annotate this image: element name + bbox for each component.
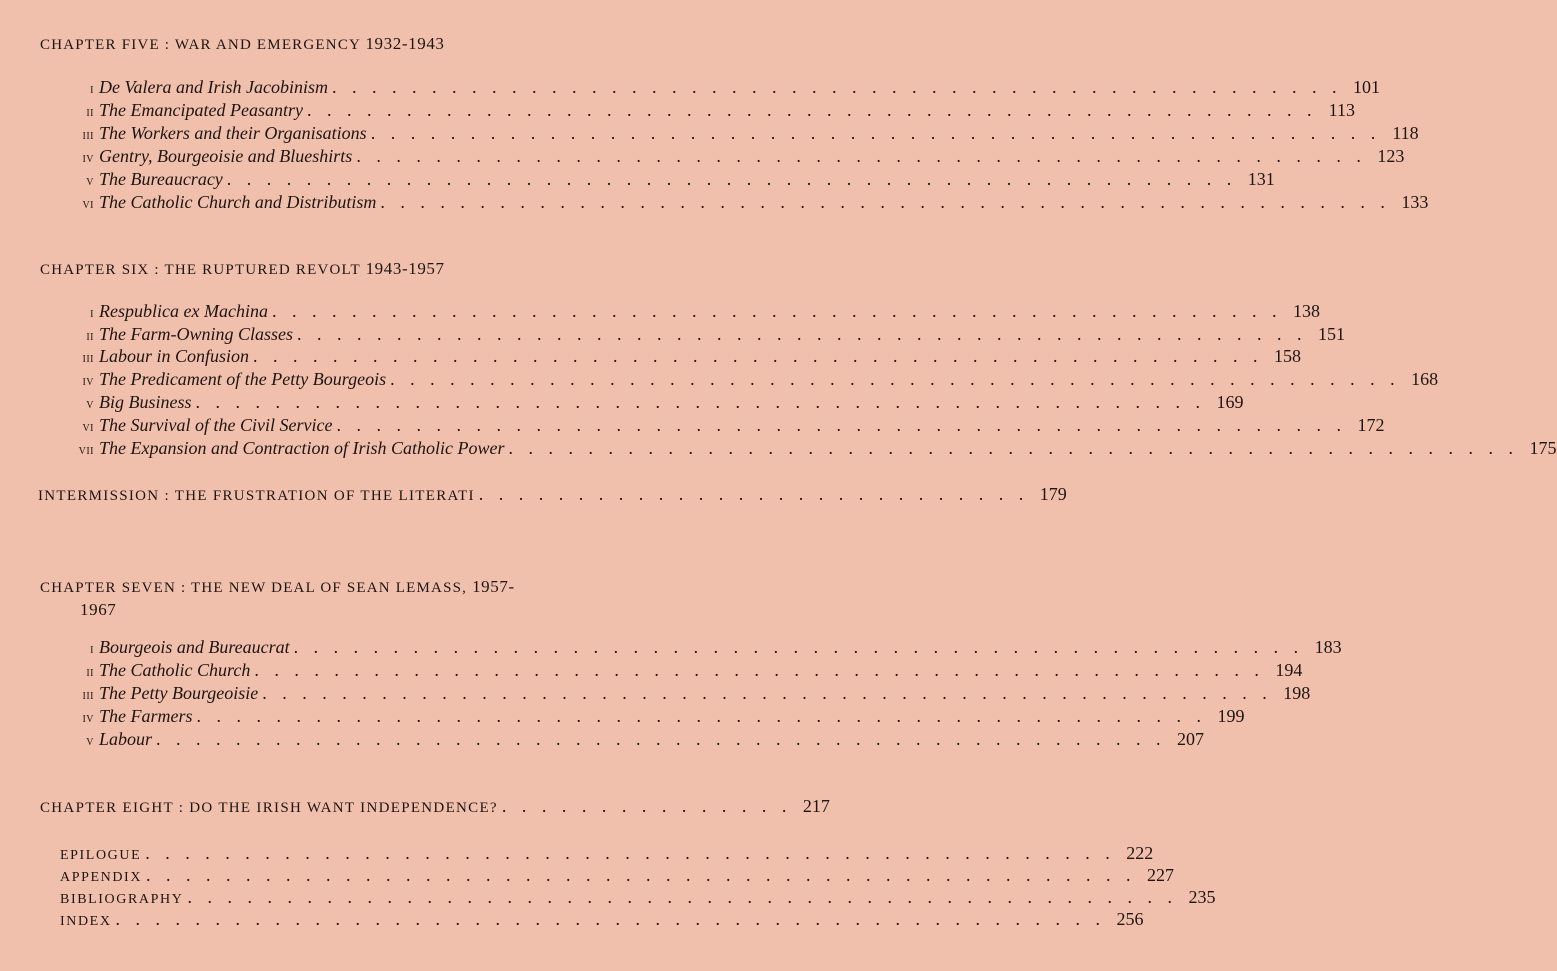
leader-dots: . . . . . . . . . . . . . . . . . . . . . . . . . . . . . . . . . . . . . . . . . . . . . . . . . . . [156,729,1167,749]
back-item-page: 227 [1147,865,1175,885]
entry-number: v [86,734,94,749]
back-item-label: BIBLIOGRAPHY [60,892,184,907]
entry-title: The Expansion and Contraction of Irish Catholic Power [99,438,505,458]
leader-dots: . . . . . . . . . . . . . . . . . . . . . . . . . . . . . . . . . . . . . . . . . . . . . . . . . . . [508,438,1519,458]
entry-page: 194 [1275,660,1303,680]
toc-back-item[interactable] [60,843,1154,865]
back-item-label: INDEX [60,914,112,929]
entry-number: iii [82,688,94,703]
intermission-page: 179 [1039,484,1067,504]
toc-entry[interactable] [0,415,1385,437]
leader-dots: . . . . . . . . . . . . . . . . . . . . . . . . . . . . . . . . . . . . . . . . . . . . . . . . . . . [253,346,1264,366]
toc-intermission[interactable] [38,484,1067,506]
toc-entry[interactable] [0,729,1205,751]
chapter-six-heading [40,258,630,281]
chapter-eight-page: 217 [802,796,830,816]
toc-entry[interactable] [0,438,1557,460]
leader-dots: . . . . . . . . . . . . . . . [501,796,792,816]
toc-entry[interactable] [0,369,1439,391]
toc-entry[interactable] [0,301,1320,323]
leader-dots: . . . . . . . . . . . . . . . . . . . . . . . . . . . . . . . . . . . . . . . . . . . . . . . . . . . [297,324,1308,344]
entry-page: 138 [1292,301,1320,321]
entry-page: 207 [1177,729,1205,749]
chapter-years: 1932-1943 [365,34,445,53]
entry-number: iv [82,374,94,389]
entry-title: The Predicament of the Petty Bourgeois [99,369,387,389]
back-item-page: 222 [1126,843,1154,863]
leader-dots: . . . . . . . . . . . . . . . . . . . . . . . . . . . . . . . . . . . . . . . . . . . . . . . . . . [187,887,1178,907]
toc-chapter-eight[interactable] [40,796,830,818]
entry-title: The Petty Bourgeoisie [99,683,259,703]
leader-dots: . . . . . . . . . . . . . . . . . . . . . . . . . . . . . . . . . . . . . . . . . . . . . . . . . . [146,865,1137,885]
entry-title: Labour in Confusion [99,346,250,366]
entry-page: 183 [1314,637,1342,657]
entry-page: 169 [1216,392,1244,412]
toc-entry[interactable] [0,77,1380,99]
chapter-seven-heading [40,576,620,620]
entry-title: The Farmers [99,706,193,726]
toc-entry[interactable] [0,637,1342,659]
chapter-heading-text: CHAPTER SEVEN : THE NEW DEAL OF SEAN LEMASS, [40,580,468,596]
entry-page: 158 [1274,346,1302,366]
entry-page: 101 [1352,77,1380,97]
toc-entry[interactable] [0,146,1405,168]
intermission-label: INTERMISSION : THE FRUSTRATION OF THE LITERATI [38,488,475,504]
entry-page: 118 [1392,123,1419,143]
entry-number: vi [82,420,94,435]
leader-dots: . . . . . . . . . . . . . . . . . . . . . . . . . . . . [478,484,1029,504]
toc-entry[interactable] [0,169,1275,191]
leader-dots: . . . . . . . . . . . . . . . . . . . . . . . . . . . . . . . . . . . . . . . . . . . . . . . . . . . [336,415,1347,435]
entry-title: The Survival of the Civil Service [99,415,333,435]
chapter-years-line2: 1967 [80,600,117,619]
chapter-years: 1943-1957 [365,259,445,278]
leader-dots: . . . . . . . . . . . . . . . . . . . . . . . . . . . . . . . . . . . . . . . . . . . . . . . . . . . [195,392,1206,412]
entry-page: 172 [1357,415,1385,435]
leader-dots: . . . . . . . . . . . . . . . . . . . . . . . . . . . . . . . . . . . . . . . . . . . . . . . . . [145,843,1116,863]
chapter-eight-label: CHAPTER EIGHT : DO THE IRISH WANT INDEPENDENCE? [40,800,498,816]
entry-page: 175 [1529,438,1557,458]
entry-title: Bourgeois and Bureaucrat [99,637,290,657]
toc-entry[interactable] [0,346,1302,368]
toc-back-item[interactable] [60,865,1175,887]
back-item-label: APPENDIX [60,870,143,885]
entry-number: vii [78,443,94,458]
entry-number: i [90,82,94,97]
entry-number: iv [82,151,94,166]
entry-page: 151 [1318,324,1346,344]
leader-dots: . . . . . . . . . . . . . . . . . . . . . . . . . . . . . . . . . . . . . . . . . . . . . . . . . . . [293,637,1304,657]
entry-number: iii [82,128,94,143]
leader-dots: . . . . . . . . . . . . . . . . . . . . . . . . . . . . . . . . . . . . . . . . . . . . . . . . . . . [254,660,1265,680]
leader-dots: . . . . . . . . . . . . . . . . . . . . . . . . . . . . . . . . . . . . . . . . . . . . . . . . . . . [390,369,1401,389]
leader-dots: . . . . . . . . . . . . . . . . . . . . . . . . . . . . . . . . . . . . . . . . . . . . . . . . . . . [306,100,1317,120]
back-item-page: 256 [1116,909,1144,929]
entry-page: 198 [1283,683,1311,703]
leader-dots: . . . . . . . . . . . . . . . . . . . . . . . . . . . . . . . . . . . . . . . . . . . . . . . . . . . [356,146,1367,166]
entry-number: iii [82,351,94,366]
entry-number: v [86,174,94,189]
entry-number: ii [86,329,94,344]
toc-entry[interactable] [0,192,1429,214]
toc-entry[interactable] [0,392,1244,414]
entry-title: De Valera and Irish Jacobinism [99,77,328,97]
toc-entry[interactable] [0,123,1419,145]
leader-dots: . . . . . . . . . . . . . . . . . . . . . . . . . . . . . . . . . . . . . . . . . . . . . . . . . . [115,909,1106,929]
entry-title: The Catholic Church [99,660,251,680]
entry-page: 133 [1401,192,1429,212]
entry-number: iv [82,711,94,726]
chapter-five-heading [40,33,630,56]
entry-number: i [90,642,94,657]
entry-title: The Catholic Church and Distributism [99,192,377,212]
entry-title: The Bureaucracy [99,169,223,189]
entry-number: i [90,306,94,321]
leader-dots: . . . . . . . . . . . . . . . . . . . . . . . . . . . . . . . . . . . . . . . . . . . . . . . . . . . [331,77,1342,97]
entry-title: Gentry, Bourgeoisie and Blueshirts [99,146,353,166]
leader-dots: . . . . . . . . . . . . . . . . . . . . . . . . . . . . . . . . . . . . . . . . . . . . . . . . . . . [380,192,1391,212]
toc-back-item[interactable] [60,909,1144,931]
toc-entry[interactable] [0,683,1311,705]
leader-dots: . . . . . . . . . . . . . . . . . . . . . . . . . . . . . . . . . . . . . . . . . . . . . . . . . . . [226,169,1237,189]
entry-title: The Farm-Owning Classes [99,324,294,344]
entry-title: Big Business [99,392,192,412]
chapter-heading-text: CHAPTER SIX : THE RUPTURED REVOLT [40,262,361,278]
toc-entry[interactable] [0,706,1245,728]
toc-back-item[interactable] [60,887,1216,909]
back-item-label: EPILOGUE [60,848,142,863]
entry-page: 199 [1217,706,1245,726]
entry-number: v [86,397,94,412]
leader-dots: . . . . . . . . . . . . . . . . . . . . . . . . . . . . . . . . . . . . . . . . . . . . . . . . . . . [370,123,1381,143]
entry-title: The Workers and their Organisations [99,123,367,143]
entry-page: 168 [1411,369,1439,389]
entry-number: ii [86,105,94,120]
entry-number: vi [82,197,94,212]
entry-title: Respublica ex Machina [99,301,268,321]
leader-dots: . . . . . . . . . . . . . . . . . . . . . . . . . . . . . . . . . . . . . . . . . . . . . . . . . . . [262,683,1273,703]
entry-page: 123 [1377,146,1405,166]
chapter-years: 1957- [472,577,515,596]
back-item-page: 235 [1188,887,1216,907]
chapter-heading-text: CHAPTER FIVE : WAR AND EMERGENCY [40,37,361,53]
entry-title: The Emancipated Peasantry [99,100,303,120]
toc-entry[interactable] [0,324,1346,346]
toc-entry[interactable] [0,660,1303,682]
entry-number: ii [86,665,94,680]
toc-entry[interactable] [0,100,1355,122]
entry-title: Labour [99,729,153,749]
entry-page: 113 [1328,100,1355,120]
entry-page: 131 [1247,169,1275,189]
leader-dots: . . . . . . . . . . . . . . . . . . . . . . . . . . . . . . . . . . . . . . . . . . . . . . . . . . . [196,706,1207,726]
leader-dots: . . . . . . . . . . . . . . . . . . . . . . . . . . . . . . . . . . . . . . . . . . . . . . . . . . . [271,301,1282,321]
